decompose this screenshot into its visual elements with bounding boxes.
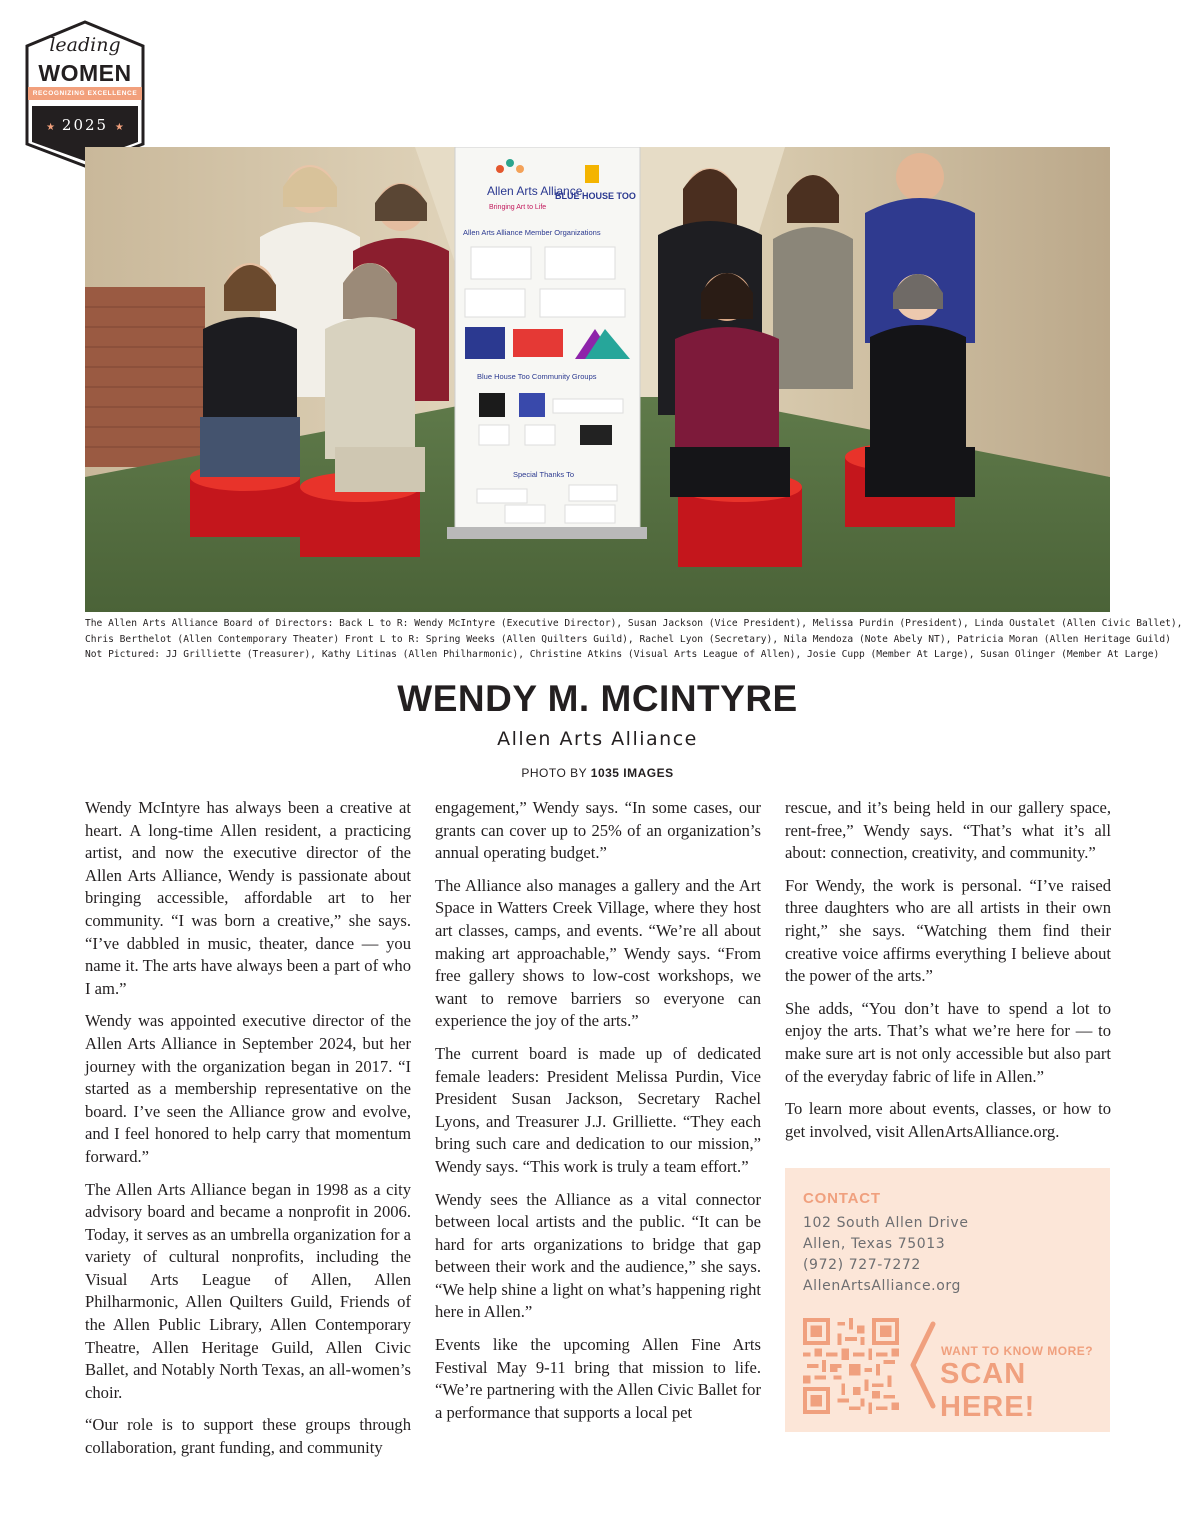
chevron-left-icon <box>907 1320 937 1410</box>
article-paragraph: Wendy McIntyre has always been a creative at heart. A long-time Allen resident, a practicing artist, and now the executive director of the Allen Arts Alliance, Wendy is passionate about bringing accessible, affordable art to her community. “I was born a creative,” she says. “I’ve dabbled in music, theater, dance — you name it. The arts have always been a part of who I am.” <box>85 798 411 998</box>
caption-line: The Allen Arts Alliance Board of Directors: Back L to R: Wendy McIntyre (Executive Director), Susan Jackson (Vice President), Melissa Purdin (President), Linda Oustalet (Allen Civic Ballet), <box>85 618 1183 629</box>
article-column-2 <box>435 797 761 1434</box>
profile-organization: Allen Arts Alliance <box>497 728 698 750</box>
profile-name: WENDY M. MCINTYRE <box>397 678 798 719</box>
article-paragraph: For Wendy, the work is personal. “I’ve raised three daughters who are all artists in their own right,” she says. “Watching them find their creative voice affirms everything I believe about the power of the arts.” <box>785 875 1111 986</box>
photo-caption <box>85 616 1183 663</box>
article-paragraph: She adds, “You don’t have to spend a lot to enjoy the arts. That’s what we’re here for — to make sure art is not only accessible but also part of the everyday fabric of life in Allen.” <box>785 998 1111 1086</box>
contact-website-link[interactable]: AllenArtsAlliance.org <box>803 1278 961 1294</box>
scan-prompt: WANT TO KNOW MORE? <box>941 1344 1094 1358</box>
caption-line: Not Pictured: JJ Grilliette (Treasurer), Kathy Litinas (Allen Philharmonic), Christine Atkins (Visual Arts League of Allen), Josie Cupp (Member At Large), Susan Olinger (Member At Large) <box>85 649 1160 660</box>
contact-address-line1: 102 South Allen Drive <box>803 1215 969 1231</box>
badge-women-text: WOMEN <box>38 60 132 86</box>
badge-leading-text: leading <box>49 34 121 56</box>
group-photo <box>85 147 1110 612</box>
banner-members-heading: Allen Arts Alliance Member Organizations <box>463 228 601 237</box>
scan-cta: SCAN HERE! <box>940 1358 1036 1423</box>
contact-phone[interactable]: (972) 727-7272 <box>803 1257 921 1273</box>
photo-credit-label: PHOTO BY <box>521 766 587 780</box>
contact-title: CONTACT <box>803 1190 881 1207</box>
article-column-1 <box>85 797 411 1470</box>
article-paragraph: “Our role is to support these groups through collaboration, grant funding, and community <box>85 1415 411 1458</box>
photo-credit-value: 1035 IMAGES <box>590 766 674 780</box>
caption-line: Chris Berthelot (Allen Contemporary Theater) Front L to R: Spring Weeks (Allen Quilters Guild), Rachel Lyon (Secretary), Nila Mendoza (Note Abely NT), Patricia Moran (Allen Heritage Guild) <box>85 633 1171 645</box>
contact-address-line2: Allen, Texas 75013 <box>803 1236 946 1252</box>
contact-box <box>785 1168 1110 1432</box>
banner-groups-heading: Blue House Too Community Groups <box>477 372 597 381</box>
banner-partner-text: BLUE HOUSE TOO <box>555 191 636 201</box>
badge-year <box>24 116 146 134</box>
article-paragraph: Wendy was appointed executive director of the Allen Arts Alliance in September 2024, but her journey with the organization began in 2017. “I started as a membership representative on the board. I’ve seen the Alliance grow and evolve, and I feel honored to help carry that momentum forward.” <box>85 1011 411 1166</box>
article-paragraph: rescue, and it’s being held in our gallery space, rent-free,” Wendy says. “That’s what it’s all about: connection, creativity, and community.” <box>785 798 1111 863</box>
badge-year-text: 2025 <box>61 116 109 134</box>
leading-women-badge <box>24 20 146 168</box>
star-icon: ★ <box>46 122 56 133</box>
banner-tagline-text: Bringing Art to Life <box>489 204 547 211</box>
article-column-3 <box>785 797 1111 1153</box>
photo-credit <box>0 766 1195 780</box>
article-paragraph: engagement,” Wendy says. “In some cases, our grants can cover up to 25% of an organization’s annual operating budget.” <box>435 798 761 863</box>
article-paragraph: Wendy sees the Alliance as a vital connector between local artists and the public. “It can be hard for arts organizations to bridge that gap between their work and the audience,” she says. “We help shine a light on what’s happening right here in Allen.” <box>435 1189 761 1322</box>
article-paragraph: The Allen Arts Alliance began in 1998 as a city advisory board and became a nonprofit in 2006. Today, it serves as an umbrella organization for a variety of cultural nonprofits, including the Visual Arts League of Allen, Allen Philharmonic, Allen Quilters Guild, Friends of the Allen Public Library, Allen Contemporary Theatre, Allen Heritage Guild, Allen Civic Ballet, and Notably North Texas, an all-women’s choir. <box>85 1179 411 1402</box>
qr-code-icon[interactable] <box>803 1318 899 1414</box>
article-paragraph: The Alliance also manages a gallery and the Art Space in Watters Creek Village, where they host art classes, camps, and events. “We’re all about making art approachable,” Wendy says. “From free gallery shows to low-cost workshops, we want to remove barriers so everyone can experience the joy of the arts.” <box>435 875 761 1031</box>
article-paragraph: Events like the upcoming Allen Fine Arts Festival May 9-11 bring that mission to life. “We’re partnering with the Allen Civic Ballet for a performance that supports a local pet <box>435 1335 761 1422</box>
badge-ribbon: RECOGNIZING EXCELLENCE <box>28 87 142 100</box>
article-paragraph: To learn more about events, classes, or how to get involved, visit AllenArtsAlliance.org. <box>785 1099 1111 1141</box>
article-paragraph: The current board is made up of dedicated female leaders: President Melissa Purdin, Vice President Susan Jackson, Secretary Rachel Lyons, and Treasurer J.J. Grilliette. “They each bring such care and dedication to our mission,” Wendy says. “This work is truly a team effort.” <box>435 1043 761 1176</box>
banner-thanks-heading: Special Thanks To <box>513 470 575 479</box>
banner-org-text: Allen Arts Alliance <box>487 184 583 198</box>
contact-details <box>803 1213 969 1297</box>
star-icon: ★ <box>114 122 124 133</box>
